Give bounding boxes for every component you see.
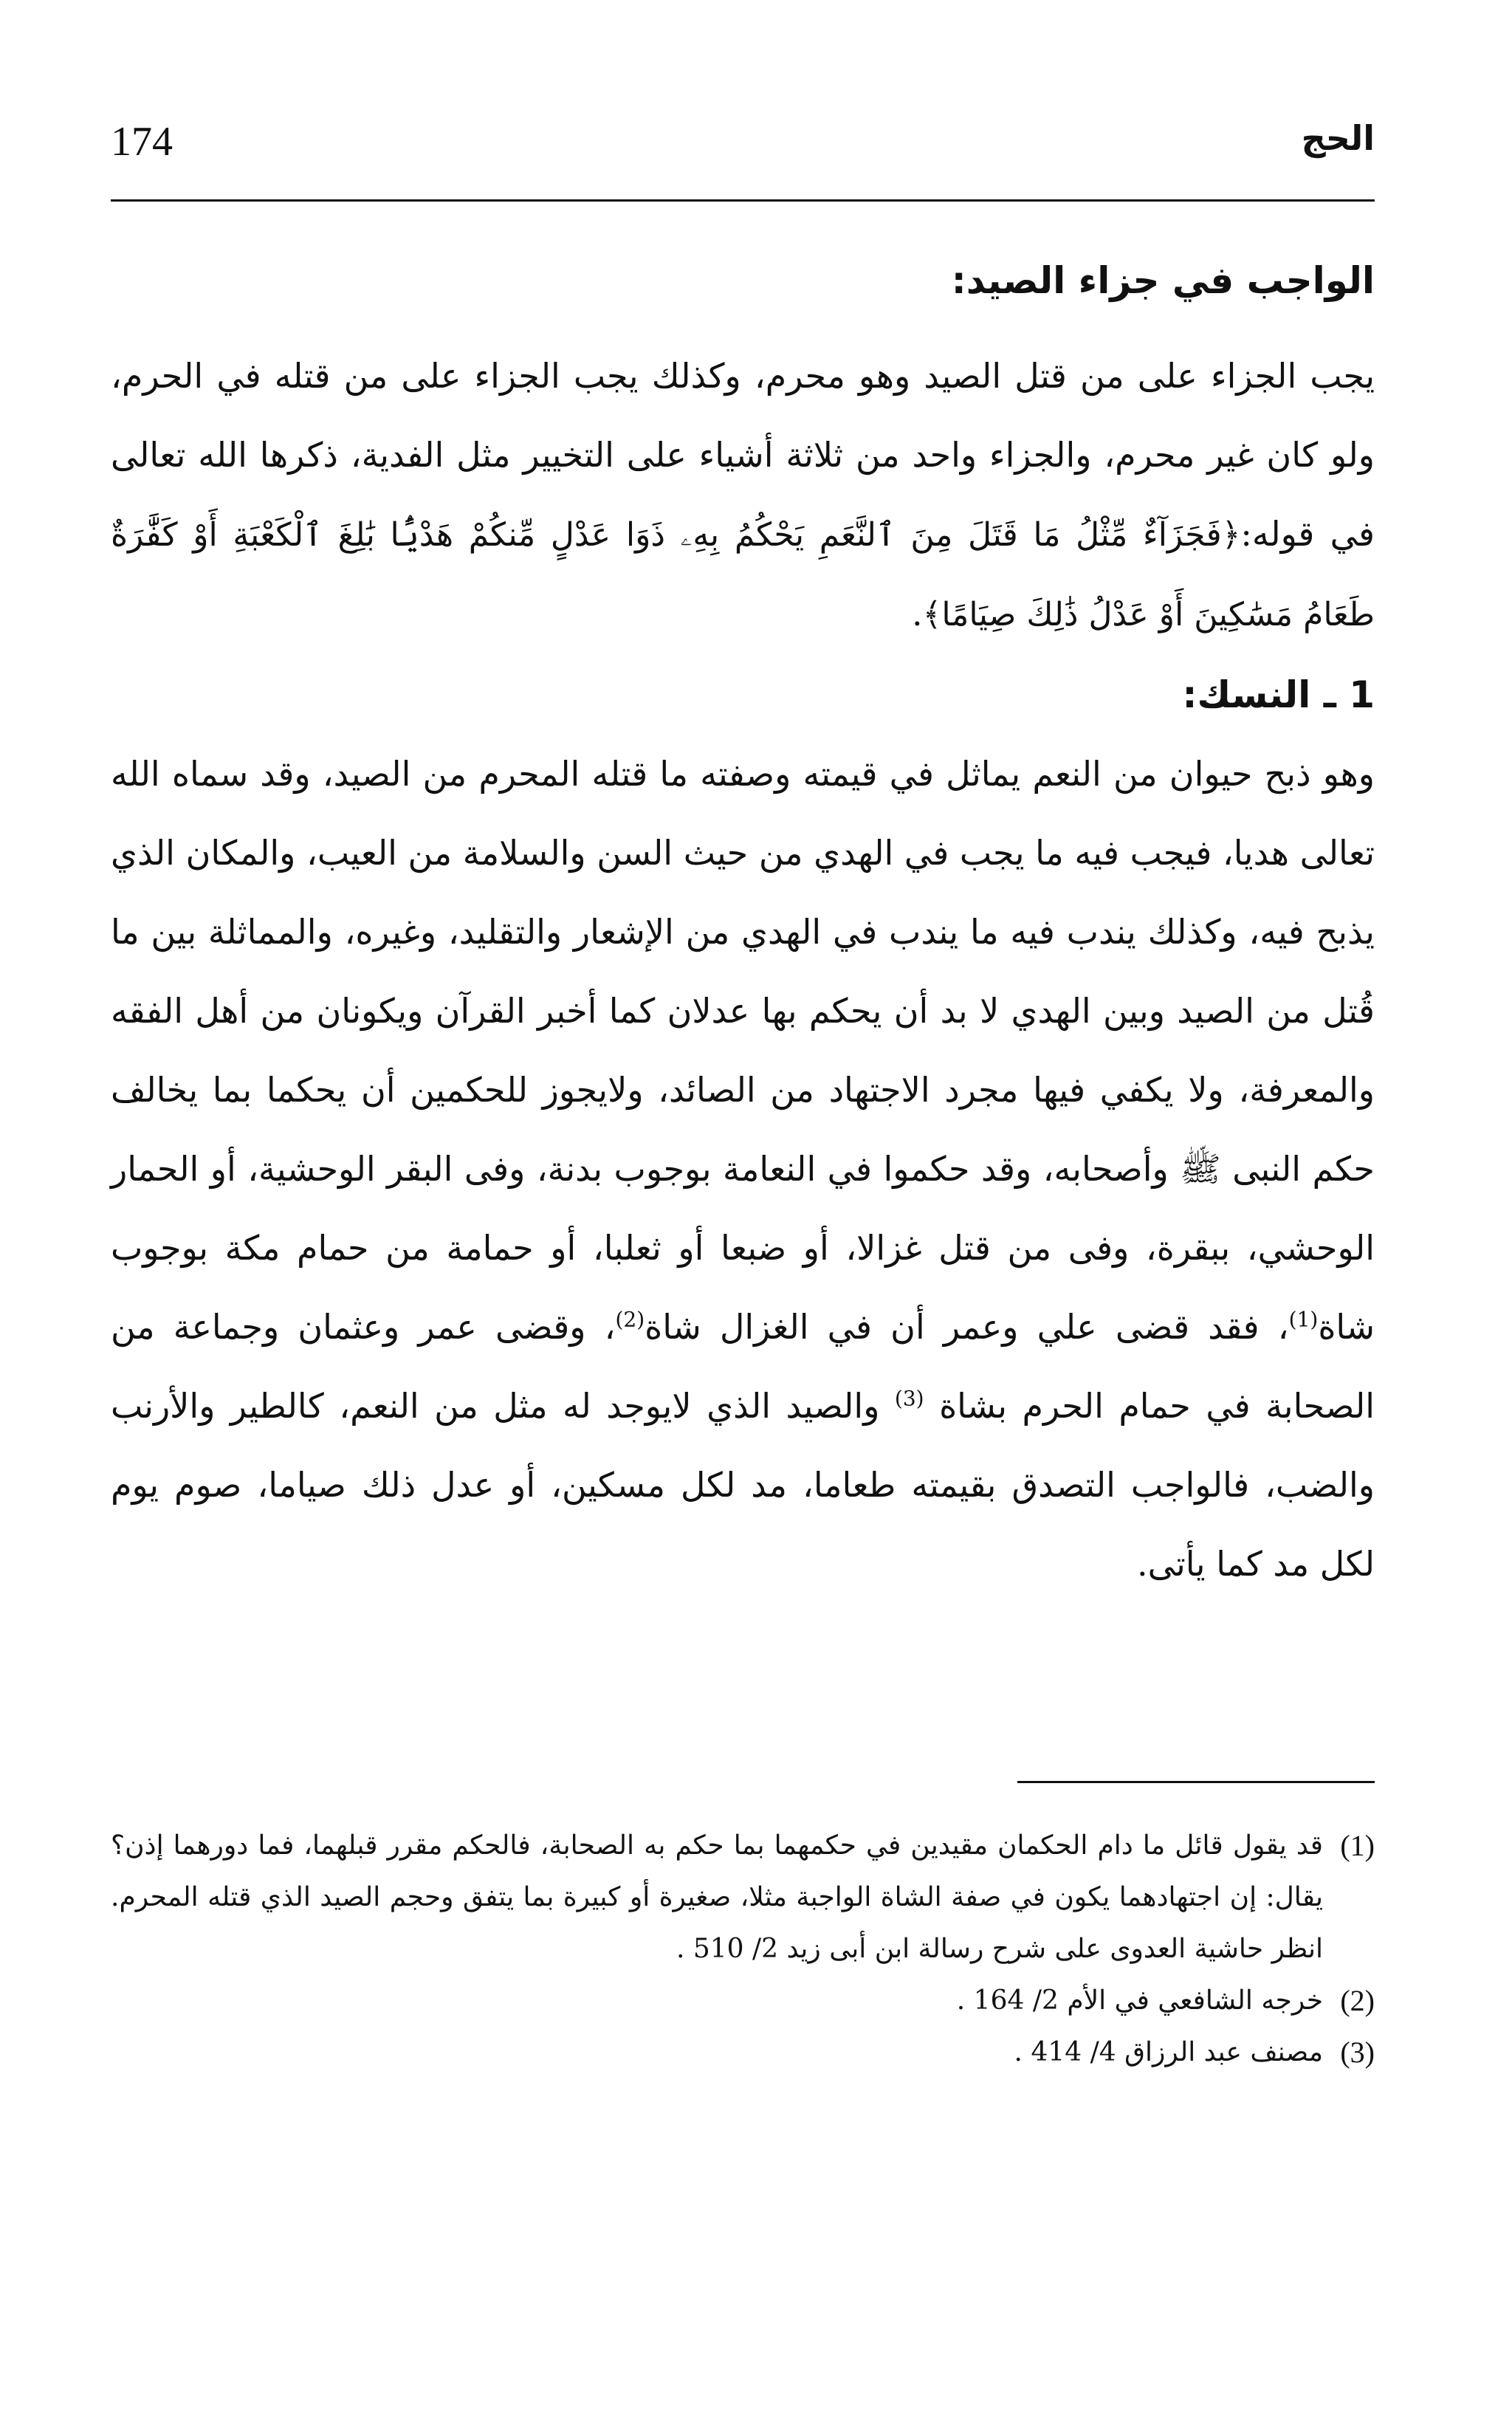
footnotes	[111, 1820, 1375, 2078]
footnote-number: (2)	[1340, 1984, 1375, 2017]
main-text	[111, 251, 1375, 1604]
quran-verse: ﴿فَجَزَآءٌ مِّثْلُ مَا قَتَلَ مِنَ ٱلنَّعَمِ يَحْكُمُ بِهِۦ ذَوَا عَدْلٍ مِّنكُمْ هَدْيًۢا بَٰلِغَ ٱلْكَعْبَةِ أَوْ كَفَّٰرَةٌ طَعَامُ مَسَٰكِينَ أَوْ عَدْلُ ذَٰلِكَ صِيَامًا﴾	[111, 516, 1375, 634]
footnote-text: مصنف عبد الرزاق 4/ 414 .	[1014, 2037, 1323, 2067]
footnote-divider	[1017, 1781, 1375, 1783]
verse-end: .	[911, 594, 923, 634]
paragraph-text-part4: والصيد الذي لايوجد له مثل من النعم، كالطير والأرنب والضب، فالواجب التصدق بقيمته طعاما، مد لكل مسكين، أو عدل ذلك صياما، صوم يوم لكل مد كما يأتى.	[111, 1386, 1375, 1584]
footnote-ref-3[interactable]: (3)	[894, 1386, 924, 1411]
footnote-3	[111, 2027, 1375, 2078]
section-heading: الواجب في جزاء الصيد:	[951, 259, 1375, 302]
footnote-text: قد يقول قائل ما دام الحكمان مقيدين في حكمهما بما حكم به الصحابة، فالحكم مقرر قبلهما، فما دورهما إذن؟ يقال: إن اجتهادهما يكون في صفة الشاة الواجبة مثلا، صغيرة أو كبيرة بما يتفق وحجم الصيد الذي قتله المحرم. انظر حاشية العدوى على شرح رسالة ابن أبى زيد 2/ 510 .	[111, 1830, 1323, 1964]
intro-paragraph	[111, 337, 1375, 654]
intro-text: يجب الجزاء على من قتل الصيد وهو محرم، وكذلك يجب الجزاء على من قتله في الحرم، ولو كان غير محرم، والجزاء واحد من ثلاثة أشياء على التخيير مثل الفدية، ذكرها الله تعالى في قوله:	[111, 356, 1375, 554]
footnote-ref-2[interactable]: (2)	[615, 1307, 645, 1332]
footnote-2	[111, 1975, 1375, 2027]
paragraph-text-part2: ، فقد قضى علي وعمر أن في الغزال شاة	[645, 1307, 1289, 1347]
chapter-title: الحج	[1301, 118, 1375, 158]
footnote-text: خرجه الشافعي في الأم 2/ 164 .	[956, 1985, 1323, 2016]
nusuk-paragraph	[111, 735, 1375, 1604]
footnote-number: (3)	[1340, 2036, 1375, 2069]
page-number: 174	[111, 119, 173, 165]
subsection-heading: 1 ـ النسك:	[1182, 673, 1375, 716]
footnote-1	[111, 1820, 1375, 1975]
footnote-ref-1[interactable]: (1)	[1288, 1307, 1319, 1332]
paragraph-text-part1: وهو ذبح حيوان من النعم يماثل في قيمته وصفته ما قتله المحرم من الصيد، وقد سماه الله تعالى هديا، فيجب فيه ما يجب في الهدي من حيث السن والسلامة من العيب، والمكان الذي يذبح فيه، وكذلك يندب فيه ما يندب في الهدي من الإشعار والتقليد، وغيره، والمماثلة بين ما قُتل من الصيد وبين الهدي لا بد أن يحكم بها عدلان كما أخبر القرآن ويكونان من أهل الفقه والمعرفة، ولا يكفي فيها مجرد الاجتهاد من الصائد، ولايجوز للحكمين أن يحكما بما يخالف حكم النبى ﷺ وأصحابه، وقد حكموا في النعامة بوجوب بدنة، وفى البقر الوحشية، أو الحمار الوحشي، ببقرة، وفى من قتل غزالا، أو ضبعا أو ثعلبا، أو حمامة من حمام مكة بوجوب شاة	[111, 754, 1375, 1347]
paragraph-text-part3: ، وقضى عمر وعثمان وجماعة من الصحابة في حمام الحرم بشاة	[111, 1307, 1375, 1426]
header-divider	[111, 199, 1375, 202]
footnote-number: (1)	[1340, 1829, 1375, 1862]
